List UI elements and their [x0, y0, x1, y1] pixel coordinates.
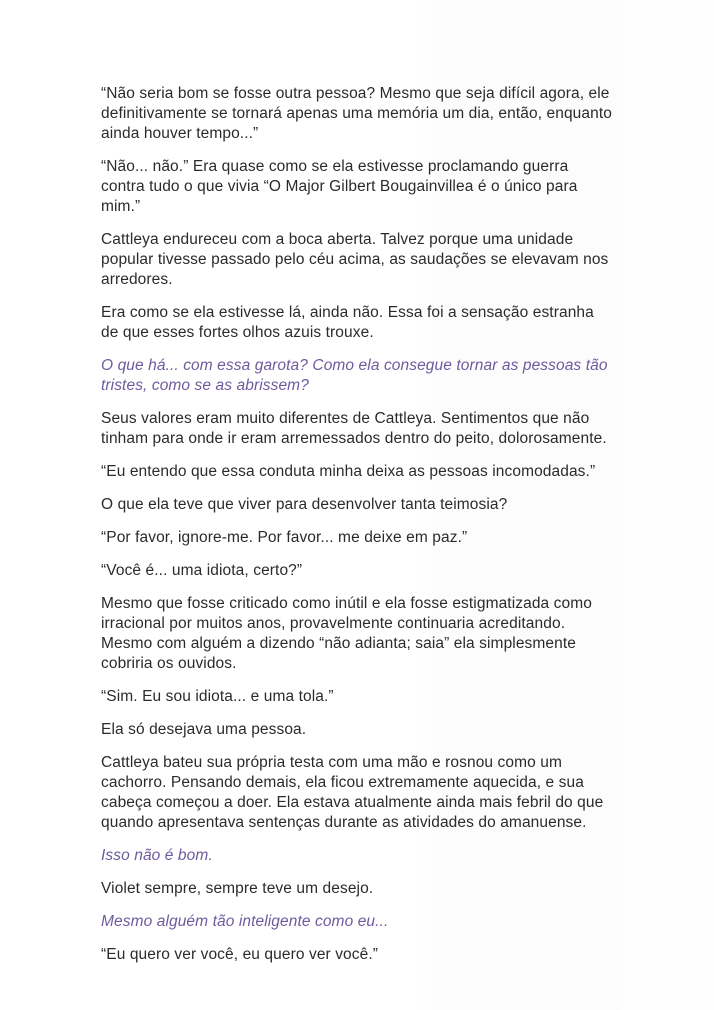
paragraph: “Por favor, ignore-me. Por favor... me deixe em paz.”	[101, 529, 468, 546]
paragraph: Violet sempre, sempre teve um desejo.	[101, 880, 374, 897]
paragraph: O que ela teve que viver para desenvolver tanta teimosia?	[101, 496, 508, 513]
paragraph: Ela só desejava uma pessoa.	[101, 721, 307, 738]
paragraph: “Não... não.” Era quase como se ela estivesse proclamando guerra contra tudo o que vivia “O Major Gilbert Bougainvillea é o único para mim.”	[101, 158, 578, 215]
paragraph-inner-monologue: O que há... com essa garota? Como ela consegue tornar as pessoas tão tristes, como se as abrissem?	[101, 357, 608, 394]
paragraph-inner-monologue: Isso não é bom.	[101, 847, 213, 864]
paragraph: “Eu entendo que essa conduta minha deixa as pessoas incomodadas.”	[101, 463, 596, 480]
paragraph-inner-monologue: Mesmo alguém tão inteligente como eu...	[101, 913, 389, 930]
text-block	[101, 84, 613, 978]
paragraph: Era como se ela estivesse lá, ainda não. Essa foi a sensação estranha de que esses fortes olhos azuis trouxe.	[101, 304, 594, 341]
paragraph: “Sim. Eu sou idiota... e uma tola.”	[101, 688, 334, 705]
paragraph: “Eu quero ver você, eu quero ver você.”	[101, 946, 379, 963]
paragraph: Cattleya endureceu com a boca aberta. Talvez porque uma unidade popular tivesse passado pelo céu acima, as saudações se elevavam nos arredores.	[101, 231, 609, 288]
paragraph: “Você é... uma idiota, certo?”	[101, 562, 303, 579]
paragraph: “Não seria bom se fosse outra pessoa? Mesmo que seja difícil agora, ele definitivamente se tornará apenas uma memória um dia, então, enquanto ainda houver tempo...”	[101, 85, 612, 142]
paragraph: Cattleya bateu sua própria testa com uma mão e rosnou como um cachorro. Pensando demais, ela ficou extremamente aquecida, e sua cabeça começou a doer. Ela estava atualmente ainda mais febril do que quando apresentava sentenças durante as atividades do amanuense.	[101, 754, 604, 831]
paragraph: Mesmo que fosse criticado como inútil e ela fosse estigmatizada como irracional por muitos anos, provavelmente continuaria acreditando. Mesmo com alguém a dizendo “não adianta; saia” ela simplesmente cobriria os ouvidos.	[101, 595, 592, 672]
paragraph: Seus valores eram muito diferentes de Cattleya. Sentimentos que não tinham para onde ir eram arremessados dentro do peito, dolorosamente.	[101, 410, 607, 447]
